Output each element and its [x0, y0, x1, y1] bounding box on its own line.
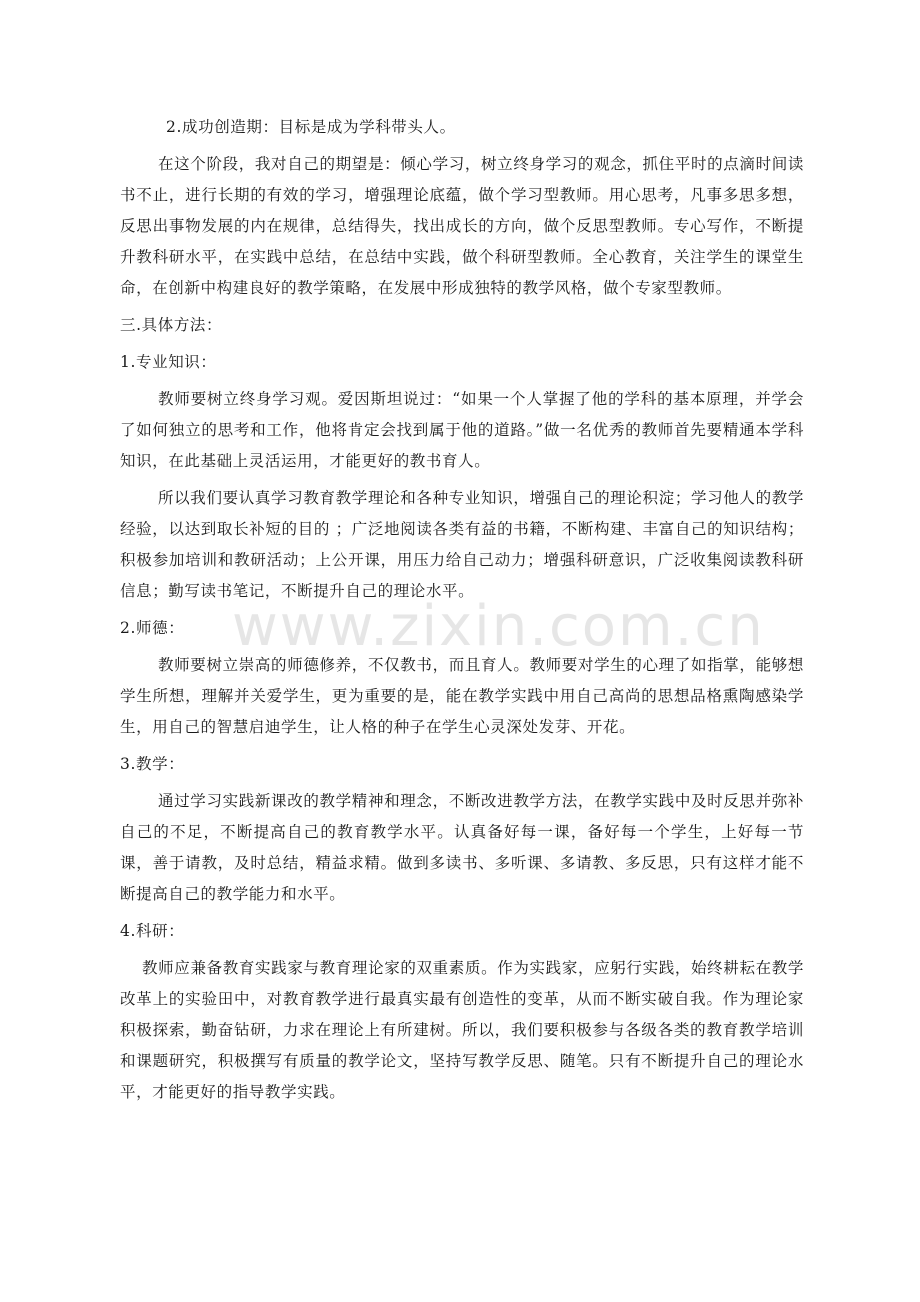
item1-heading: 1.专业知识： — [120, 353, 217, 371]
item2-paragraph: 教师要树立崇高的师德修养，不仅教书，而且育人。教师要对学生的心理了如指掌，能够想学生所想，理解并关爱学生，更为重要的是，能在教学实践中用自己高尚的思想品格熏陶感染学生，用自己的智慧启迪学生，让人格的种子在学生心灵深处发芽、开花。 — [120, 656, 804, 736]
stage2-paragraph: 在这个阶段，我对自己的期望是：倾心学习，树立终身学习的观念，抓住平时的点滴时间读书不止，进行长期的有效的学习，增强理论底蕴，做个学习型教师。用心思考，凡事多思多想，反思出事物发展的内在规律，总结得失，找出成长的方向，做个反思型教师。专心写作，不断提升教科研水平，在实践中总结，在总结中实践，做个科研型教师。全心教育，关注学生的课堂生命，在创新中构建良好的教学策略，在发展中形成独特的教学风格，做个专家型教师。 — [120, 155, 804, 297]
watermark: www.zixin.com.cn — [232, 594, 765, 659]
item4-paragraph: 教师应兼备教育实践家与教育理论家的双重素质。作为实践家，应躬行实践，始终耕耘在教学改革上的实验田中，对教育教学进行最真实最有创造性的变革，从而不断实破自我。作为理论家积极探索，勤奋钻研，力求在理论上有所建树。所以，我们要积极参与各级各类的教育教学培训和课题研究，积极撰写有质量的教学论文，坚持写教学反思、随笔。只有不断提升自己的理论水平，才能更好的指导教学实践。 — [120, 959, 804, 1101]
stage2-title: 2.成功创造期：目标是成为学科带头人。 — [166, 118, 456, 136]
item1-paragraph-1: 教师要树立终身学习观。爱因斯坦说过：“如果一个人掌握了他的学科的基本原理，并学会了如何独立的思考和工作，他将肯定会找到属于他的道路。”做一名优秀的教师首先要精通本学科知识，在此基础上灵活运用，才能更好的教书育人。 — [120, 390, 804, 470]
item4-heading: 4.科研： — [120, 922, 185, 940]
item2-heading: 2.师德： — [120, 619, 185, 637]
item1-paragraph-2: 所以我们要认真学习教育教学理论和各种专业知识，增强自己的理论积淀；学习他人的教学经验，以达到取长补短的目的 ；广泛地阅读各类有益的书籍，不断构建、丰富自己的知识结构；积极参加培训和教研活动；上公开课，用压力给自己动力；增强科研意识，广泛收集阅读教科研信息；勤写读书笔记，不断提升自己的理论水平。 — [120, 489, 804, 600]
section3-heading: 三.具体方法： — [120, 316, 223, 334]
document-page — [120, 112, 804, 1108]
item3-heading: 3.教学： — [120, 755, 185, 773]
item3-paragraph: 通过学习实践新课改的教学精神和理念，不断改进教学方法，在教学实践中及时反思并弥补自己的不足，不断提高自己的教育教学水平。认真备好每一课，备好每一个学生，上好每一节课，善于请教，及时总结，精益求精。做到多读书、多听课、多请教、多反思，只有这样才能不断提高自己的教学能力和水平。 — [120, 792, 804, 903]
